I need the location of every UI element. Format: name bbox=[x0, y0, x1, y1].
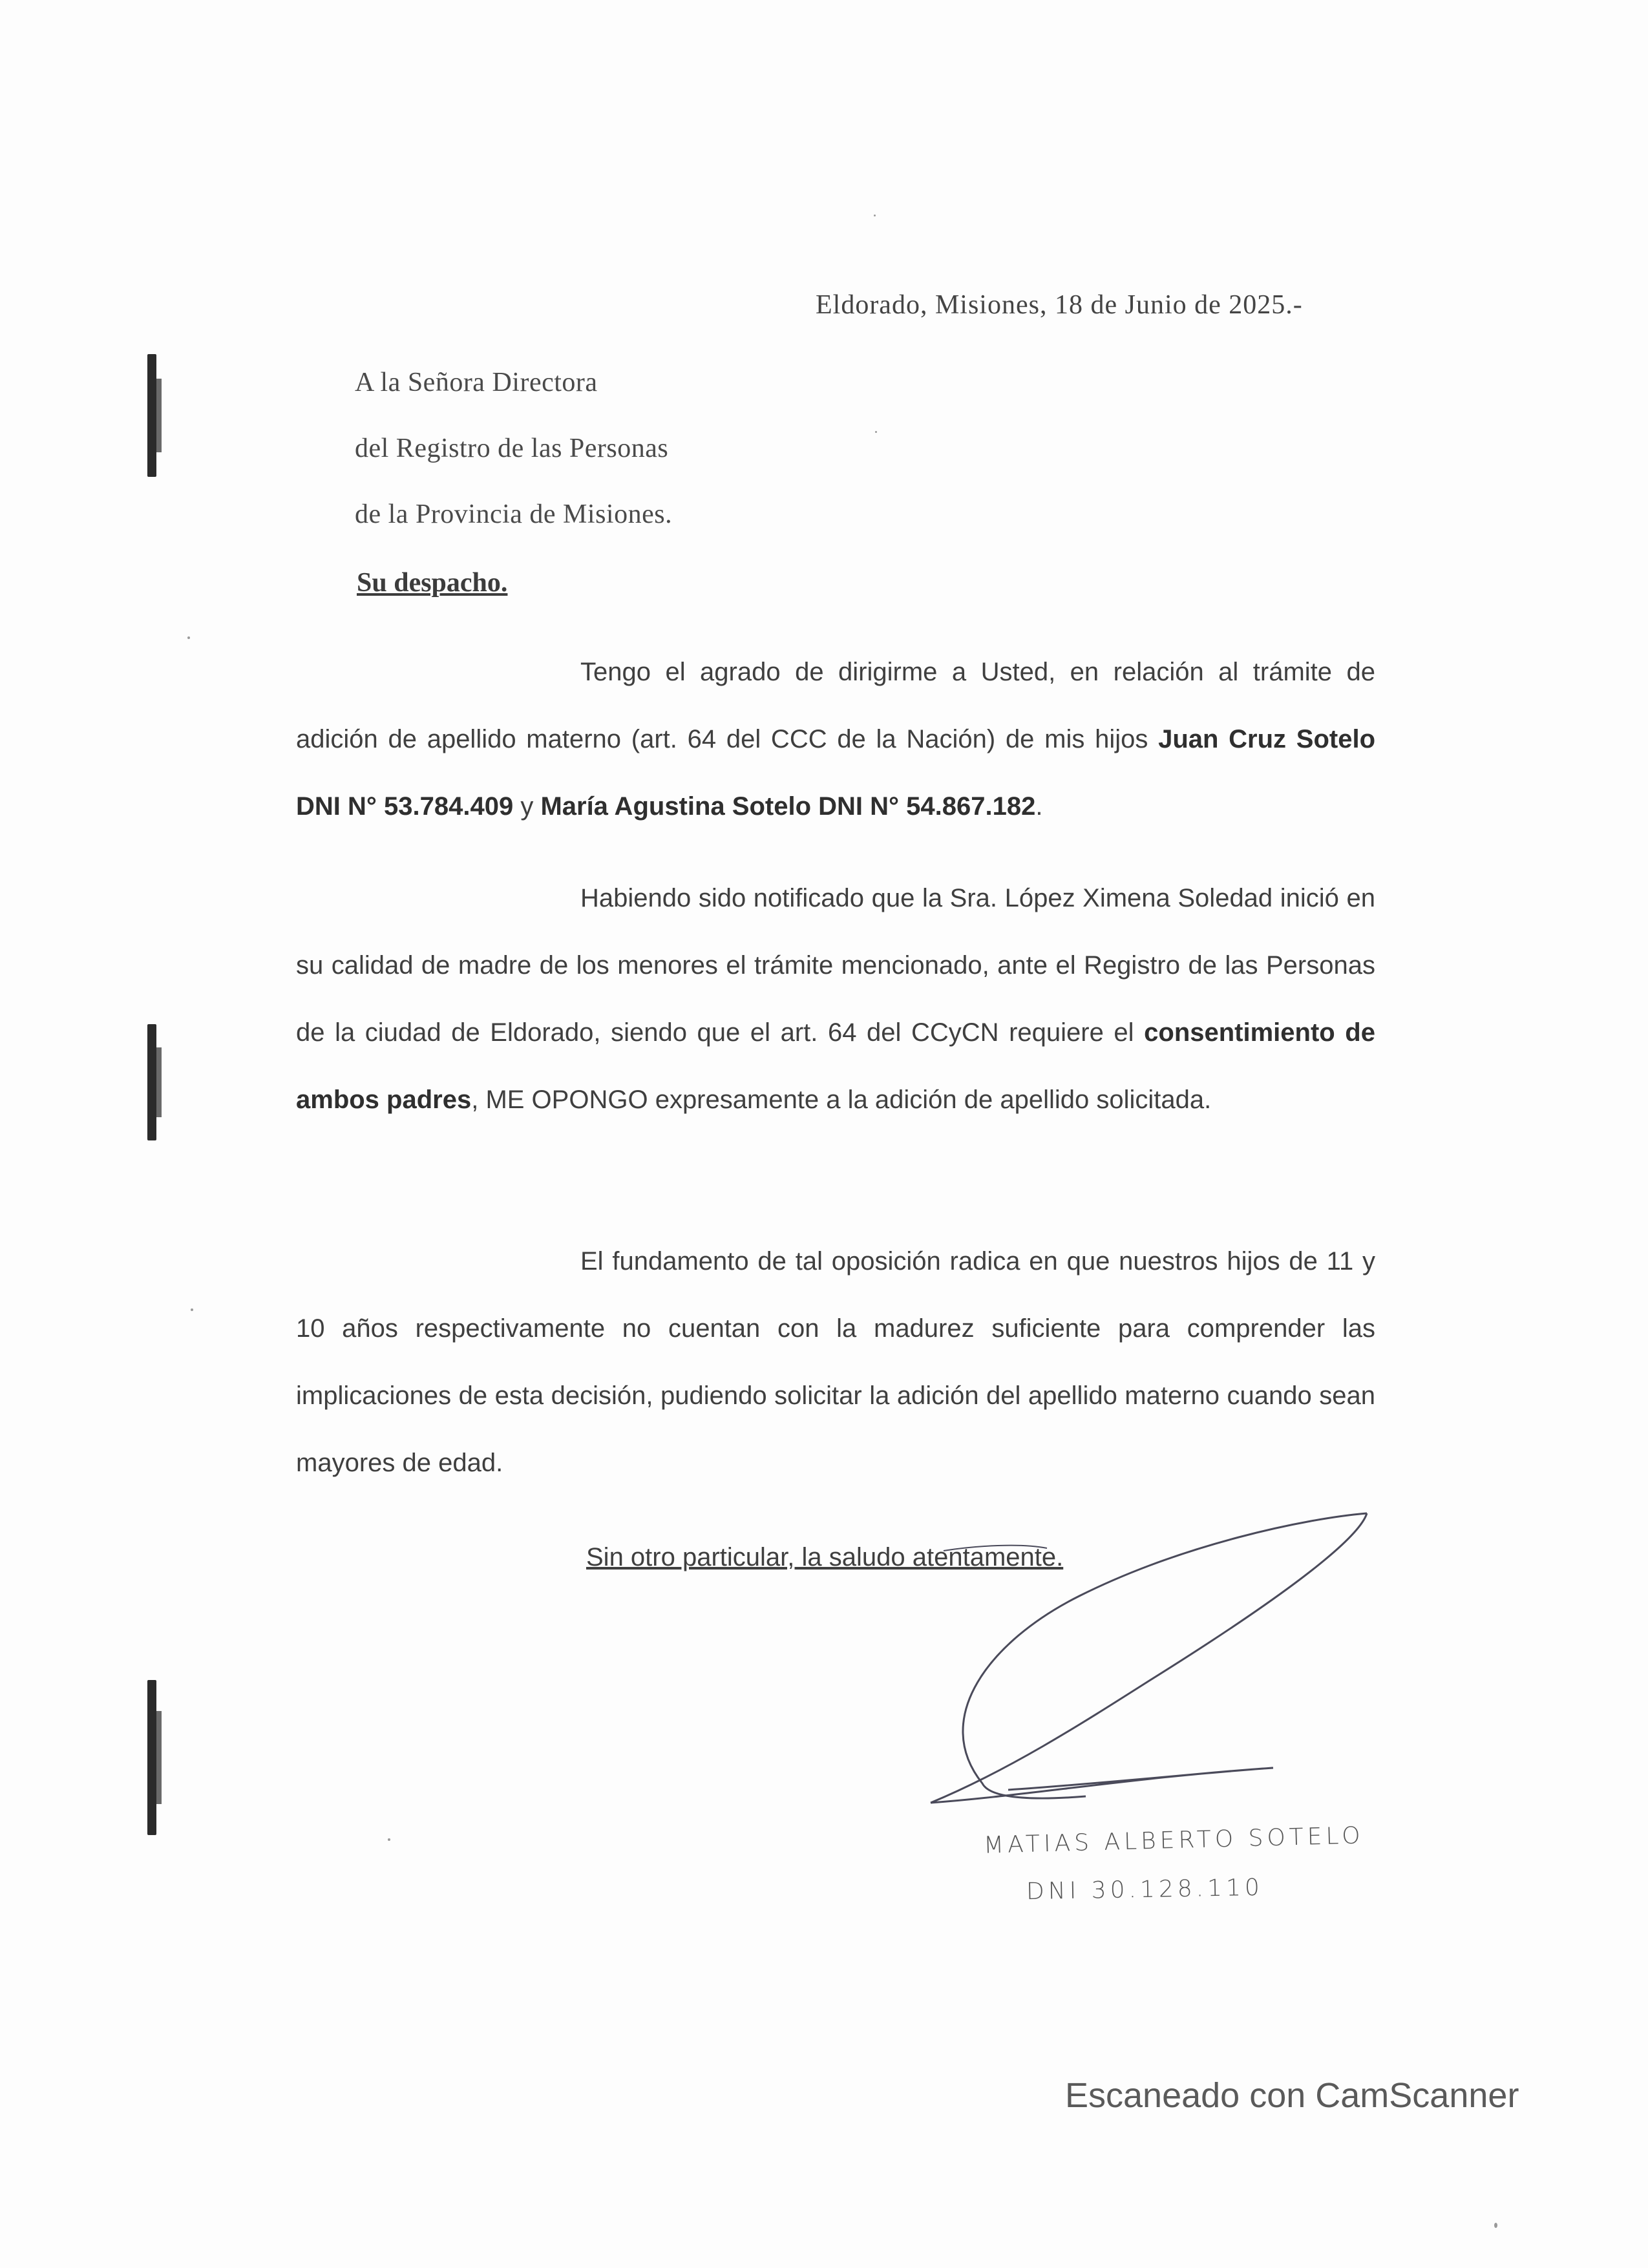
scan-speck bbox=[388, 1838, 390, 1841]
closing-line: Sin otro particular, la saludo atentamente. bbox=[586, 1543, 1064, 1571]
paragraph-1-connector: y bbox=[513, 792, 541, 821]
camscanner-watermark: Escaneado con CamScanner bbox=[1065, 2076, 1519, 2115]
su-despacho: Su despacho. bbox=[357, 568, 508, 598]
paragraph-2-text-b: , ME OPONGO expresamente a la adición de apellido solicitada. bbox=[471, 1086, 1212, 1114]
addressee-line-1: A la Señora Directora bbox=[355, 368, 598, 397]
date-line: Eldorado, Misiones, 18 de Junio de 2025.- bbox=[816, 290, 1303, 320]
addressee-line-2: del Registro de las Personas bbox=[355, 434, 669, 463]
paragraph-1 bbox=[296, 638, 1375, 840]
scan-speck bbox=[191, 1308, 193, 1311]
scan-speck bbox=[874, 215, 876, 216]
scan-speck bbox=[875, 431, 877, 433]
signer-name: MATIAS ALBERTO SOTELO bbox=[983, 1822, 1365, 1859]
binder-hole-mark bbox=[147, 1024, 156, 1140]
scan-speck bbox=[1494, 2223, 1497, 2228]
addressee-line-3: de la Provincia de Misiones. bbox=[355, 499, 673, 529]
paragraph-3-text: El fundamento de tal oposición radica en que nuestros hijos de 11 y 10 años respectivamente no cuentan con la madurez suficiente para comprender las implicaciones de esta decisión, pudiendo solicitar la adición del apellido materno cuando sean mayores de edad. bbox=[296, 1247, 1375, 1477]
paragraph-1-end: . bbox=[1035, 792, 1043, 821]
child-1: Juan Cruz Sotelo DNI N° 53.784.409 bbox=[296, 725, 1375, 821]
consent-phrase: consentimiento de ambos padres bbox=[296, 1018, 1375, 1114]
binder-hole-mark bbox=[147, 354, 156, 477]
paragraph-2 bbox=[296, 865, 1375, 1133]
paragraph-1-intro: Tengo el agrado de dirigirme a Usted, en relación al trámite de adición de apellido materno (art. 64 del CCC de la Nación) de mis hijos bbox=[296, 658, 1375, 753]
paragraph-2-text-a: Habiendo sido notificado que la Sra. López Ximena Soledad inició en su calidad de madre de los menores el trámite mencionado, ante el Registro de las Personas de la ciudad de Eldorado, siendo que el art. 64 del CCyCN requiere el bbox=[296, 884, 1375, 1047]
signer-dni: DNI 30.128.110 bbox=[1026, 1874, 1264, 1906]
handwritten-signature bbox=[892, 1486, 1383, 1835]
scan-speck bbox=[187, 636, 190, 639]
child-2: María Agustina Sotelo DNI N° 54.867.182 bbox=[540, 792, 1036, 821]
paragraph-3 bbox=[296, 1228, 1375, 1496]
binder-hole-mark bbox=[147, 1680, 156, 1835]
